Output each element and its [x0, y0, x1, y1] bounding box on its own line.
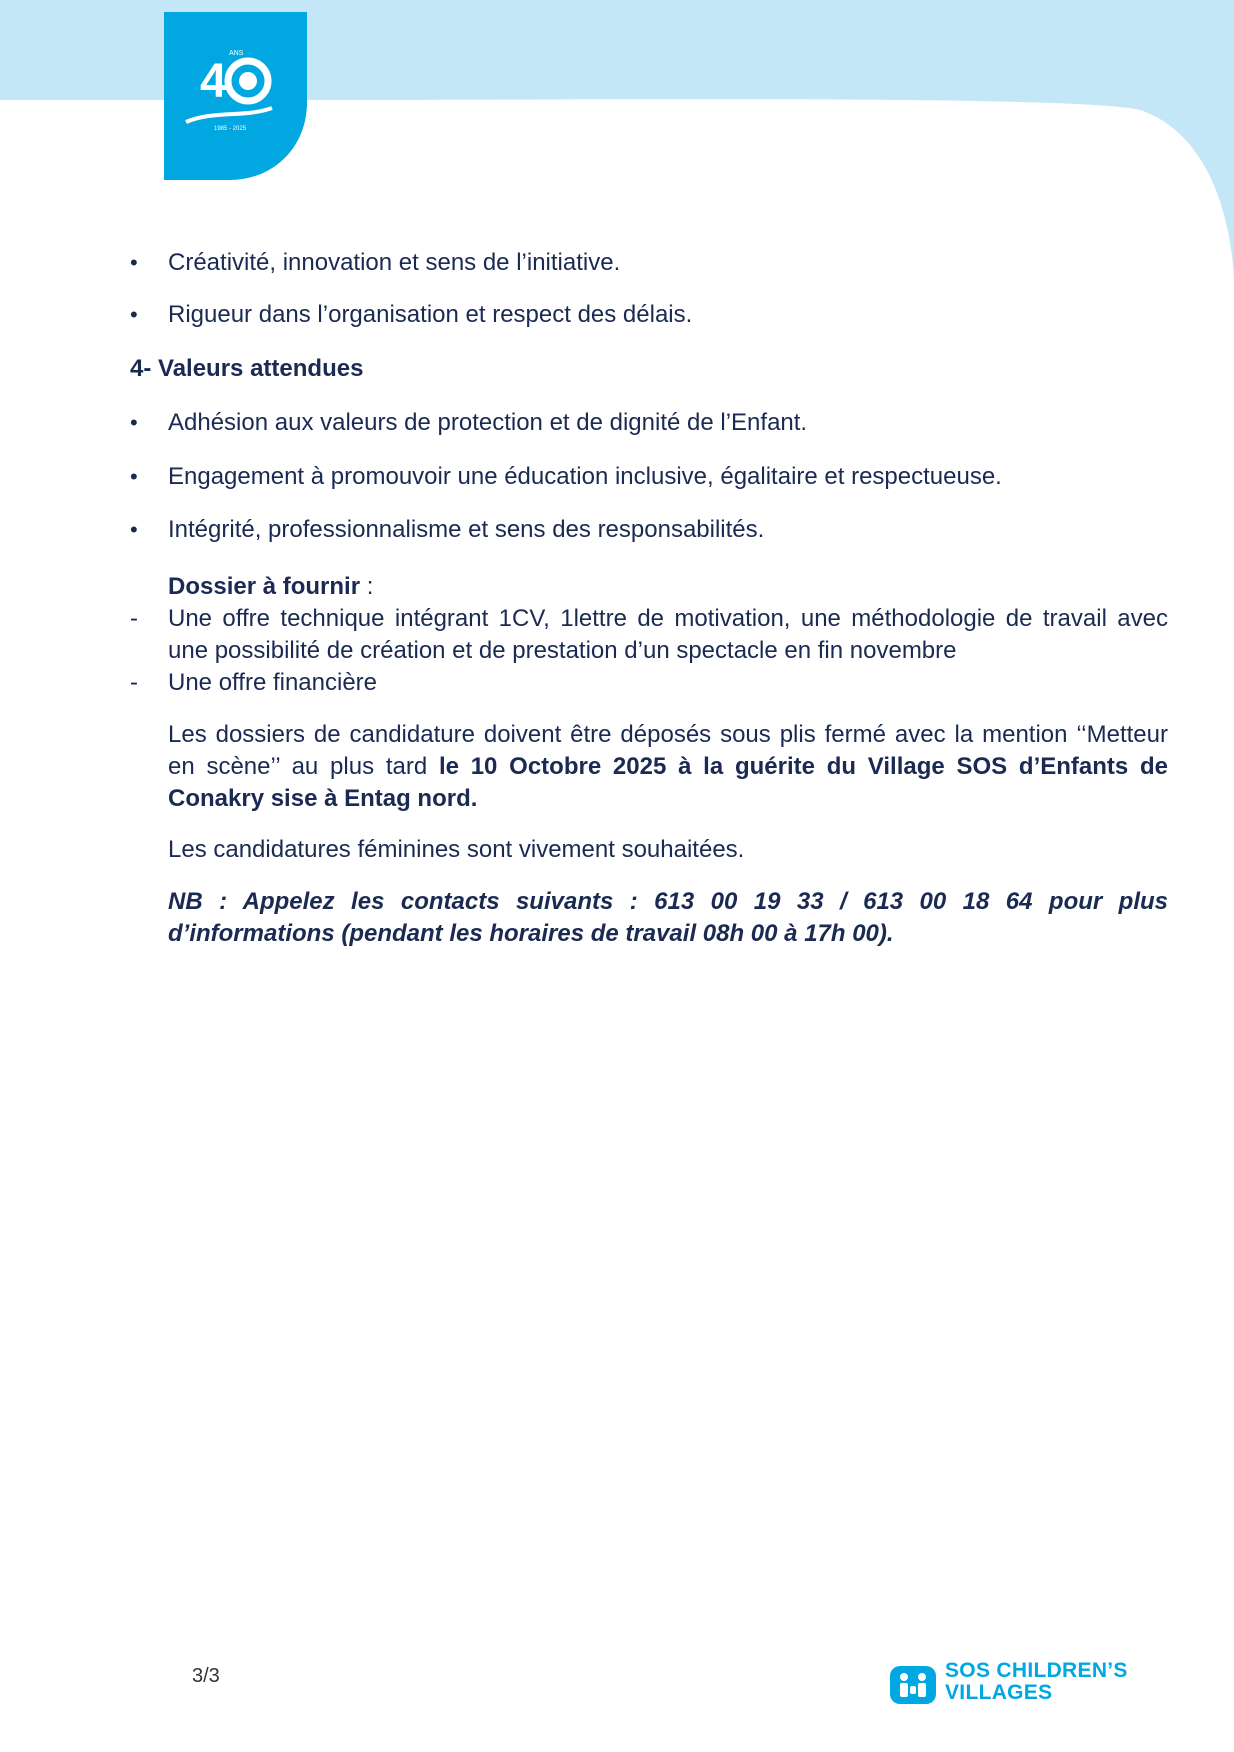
svg-text:1985 - 2025: 1985 - 2025 [214, 126, 247, 132]
svg-text:4: 4 [200, 55, 227, 108]
svg-text:ANS: ANS [229, 50, 244, 57]
dossier-item-text: Une offre technique intégrant 1CV, 1lettre de motivation, une méthodologie de travail avec une possibilité de création et de prestation d’un spectacle en fin novembre [168, 605, 1168, 664]
anniversary-logo [164, 12, 307, 180]
page-number: 3/3 [192, 1665, 220, 1687]
deposit-paragraph: Les dossiers de candidature doivent être déposés sous plis fermé avec la mention ‘‘Metteur en scène’’ au plus tard le 10 Octobre 2025 à la guérite du Village SOS d’Enfants de Conakry sise à Entag nord. [168, 721, 1169, 812]
nb-contacts: NB : Appelez les contacts suivants : 613 00 19 33 / 613 00 18 64 pour plus d’informations (pendant les horaires de travail 08h 00 à 17h 00). [168, 888, 1168, 947]
sos-childrens-villages-wordmark: SOS CHILDREN’S VILLAGES [945, 1659, 1128, 1704]
section-heading-valeurs: 4- Valeurs attendues [130, 355, 364, 382]
